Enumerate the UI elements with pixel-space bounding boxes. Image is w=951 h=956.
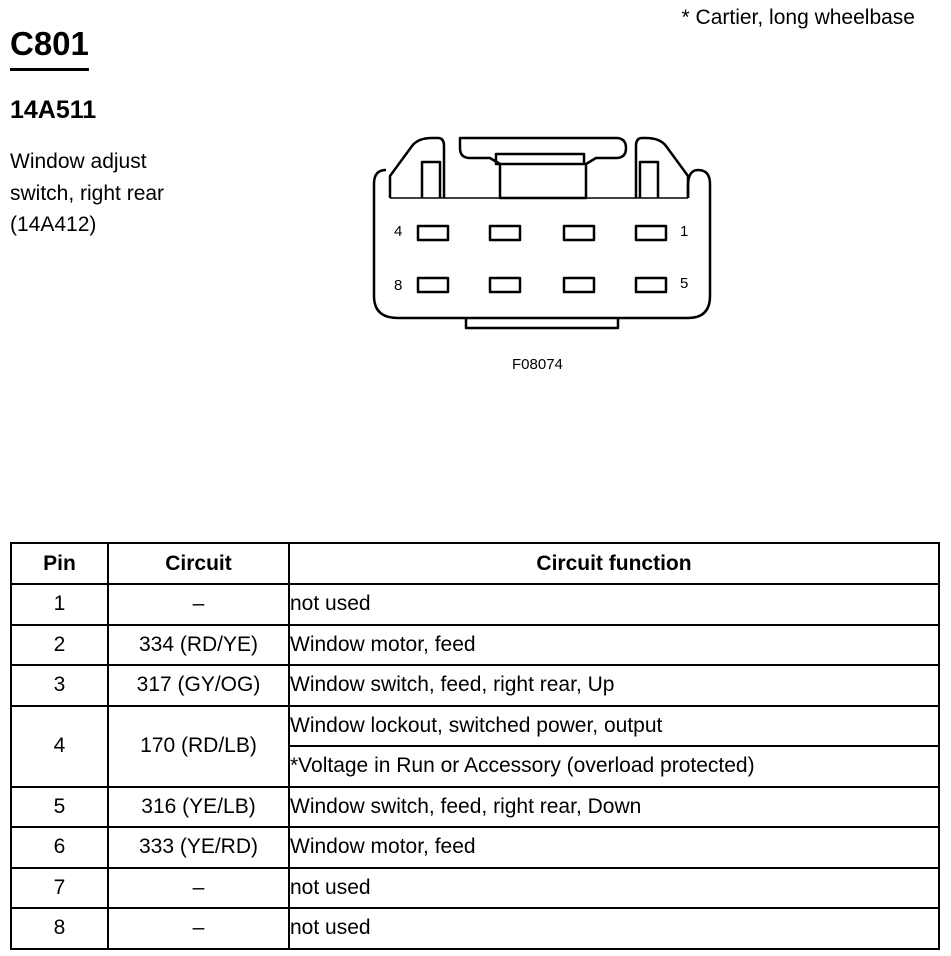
connector-body-outline — [374, 170, 710, 318]
connector-left-latch — [390, 138, 444, 198]
pin-cavity-4 — [418, 226, 448, 240]
part-number: 14A511 — [10, 96, 97, 124]
pinout-table — [10, 542, 940, 950]
function-cell: Window motor, feed — [289, 827, 939, 868]
column-header-pin: Pin — [11, 543, 108, 584]
pin-cavity-2 — [564, 226, 594, 240]
table-row — [11, 827, 939, 868]
connector-right-latch — [636, 138, 688, 198]
pin-cavity-7 — [490, 278, 520, 292]
table-row — [11, 908, 939, 949]
table-header-row — [11, 543, 939, 584]
column-header-function: Circuit function — [289, 543, 939, 584]
function-cell: not used — [289, 908, 939, 949]
pin-cell: 6 — [11, 827, 108, 868]
pin-cell: 3 — [11, 665, 108, 706]
table-row — [11, 787, 939, 828]
pin-label-4: 4 — [394, 223, 403, 240]
connector-description: Window adjust switch, right rear (14A412) — [10, 150, 165, 236]
circuit-cell: 334 (RD/YE) — [108, 625, 289, 666]
function-cell: not used — [289, 584, 939, 625]
pin-cell: 7 — [11, 868, 108, 909]
table-row — [11, 584, 939, 625]
pin-cell: 8 — [11, 908, 108, 949]
pin-cavity-8 — [418, 278, 448, 292]
function-cell: Window switch, feed, right rear, Up — [289, 665, 939, 706]
connector-right-latch-inner — [640, 162, 658, 198]
pin-label-8: 8 — [394, 277, 403, 294]
circuit-cell: – — [108, 584, 289, 625]
function-cell: Window motor, feed — [289, 625, 939, 666]
pin-cavity-3 — [490, 226, 520, 240]
table-row — [11, 868, 939, 909]
table-row — [11, 625, 939, 666]
pin-label-5: 5 — [680, 275, 689, 292]
circuit-cell: – — [108, 868, 289, 909]
pin-label-1: 1 — [680, 223, 689, 240]
pin-cell: 4 — [11, 706, 108, 787]
pin-cell: 5 — [11, 787, 108, 828]
table-row — [11, 706, 939, 747]
connector-id: C801 — [10, 24, 89, 71]
table-row — [11, 665, 939, 706]
connector-top-tab-inner — [496, 154, 584, 164]
pin-cell: 2 — [11, 625, 108, 666]
connector-left-latch-inner — [422, 162, 440, 198]
circuit-cell: 317 (GY/OG) — [108, 665, 289, 706]
pin-cavity-5 — [636, 278, 666, 292]
circuit-cell: 316 (YE/LB) — [108, 787, 289, 828]
connector-top-tab — [460, 138, 626, 198]
column-header-circuit: Circuit — [108, 543, 289, 584]
circuit-cell: 170 (RD/LB) — [108, 706, 289, 787]
pin-cavity-6 — [564, 278, 594, 292]
connector-bottom-key — [466, 318, 618, 328]
pin-cell: 1 — [11, 584, 108, 625]
pin-cavity-1 — [636, 226, 666, 240]
figure-id: F08074 — [512, 356, 563, 373]
function-cell: Window switch, feed, right rear, Down — [289, 787, 939, 828]
connector-face-diagram — [360, 128, 720, 338]
function-cell: not used — [289, 868, 939, 909]
footnote-note: * Cartier, long wheelbase — [681, 6, 915, 29]
circuit-cell: – — [108, 908, 289, 949]
function-note-cell: *Voltage in Run or Accessory (overload protected) — [289, 746, 939, 787]
circuit-cell: 333 (YE/RD) — [108, 827, 289, 868]
function-cell: Window lockout, switched power, output — [289, 706, 939, 747]
